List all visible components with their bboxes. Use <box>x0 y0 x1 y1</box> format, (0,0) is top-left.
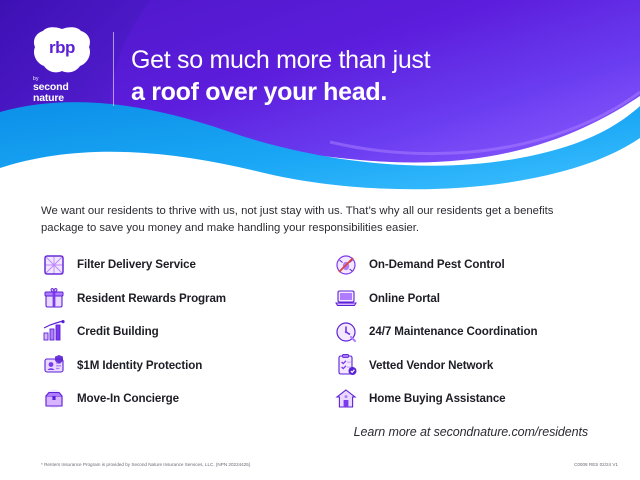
hero-banner <box>0 0 640 190</box>
logo-by-text: by <box>33 76 39 82</box>
logo-rbp-text: rbp <box>49 38 75 57</box>
intro-paragraph: We want our residents to thrive with us, not just stay with us. That’s why all our residents get a benefits package to save you money and make handling your responsibilities easier. <box>41 205 554 234</box>
benefit-label: $1M Identity Protection <box>77 358 203 372</box>
benefit-label: Credit Building <box>77 325 159 339</box>
benefit-filter-delivery-service <box>41 248 333 282</box>
benefit-maintenance-coordination <box>333 315 597 349</box>
logo-name-text: second nature <box>33 81 69 105</box>
benefit-home-buying-assistance <box>333 382 597 416</box>
benefit-label: Vetted Vendor Network <box>369 358 494 372</box>
laptop-icon <box>333 285 359 311</box>
benefit-on-demand-pest-control <box>333 248 597 282</box>
logo-second-nature <box>33 77 97 104</box>
moving-box-icon <box>41 386 67 412</box>
vendor-checklist-icon <box>333 352 359 378</box>
benefit-move-in-concierge <box>41 382 333 416</box>
benefit-label: Online Portal <box>369 291 440 305</box>
benefit-label: Filter Delivery Service <box>77 258 196 272</box>
benefit-identity-protection <box>41 349 333 383</box>
benefit-vetted-vendor-network <box>333 349 597 383</box>
benefit-resident-rewards-program <box>41 282 333 316</box>
benefit-label: Resident Rewards Program <box>77 291 227 305</box>
legal-footnote: * Renters Insurance Program is provided by Second Nature Insurance Services, LLC. (NPN 20224425) <box>41 462 251 467</box>
benefit-label: 24/7 Maintenance Coordination <box>369 325 538 339</box>
credit-chart-icon <box>41 319 67 345</box>
page-title <box>131 44 430 108</box>
document-code: C0008 RES 02/24 V1 <box>574 462 618 467</box>
rbp-logo <box>32 26 106 108</box>
air-filter-icon <box>41 252 67 278</box>
benefit-label: Move-In Concierge <box>77 392 180 406</box>
gift-icon <box>41 285 67 311</box>
benefit-label: Home Buying Assistance <box>369 392 506 406</box>
benefits-grid <box>41 248 597 416</box>
learn-more-link[interactable]: Learn more at secondnature.com/residents <box>353 425 588 439</box>
headline-line-2: a roof over your head. <box>131 78 387 106</box>
benefit-credit-building <box>41 315 333 349</box>
clock-wrench-icon <box>333 319 359 345</box>
id-shield-icon <box>41 352 67 378</box>
headline-line-1: Get so much more than just <box>131 46 431 74</box>
house-key-icon <box>333 386 359 412</box>
benefit-label: On-Demand Pest Control <box>369 258 505 272</box>
benefit-online-portal <box>333 282 597 316</box>
pest-control-icon <box>333 252 359 278</box>
header-divider <box>113 32 114 106</box>
